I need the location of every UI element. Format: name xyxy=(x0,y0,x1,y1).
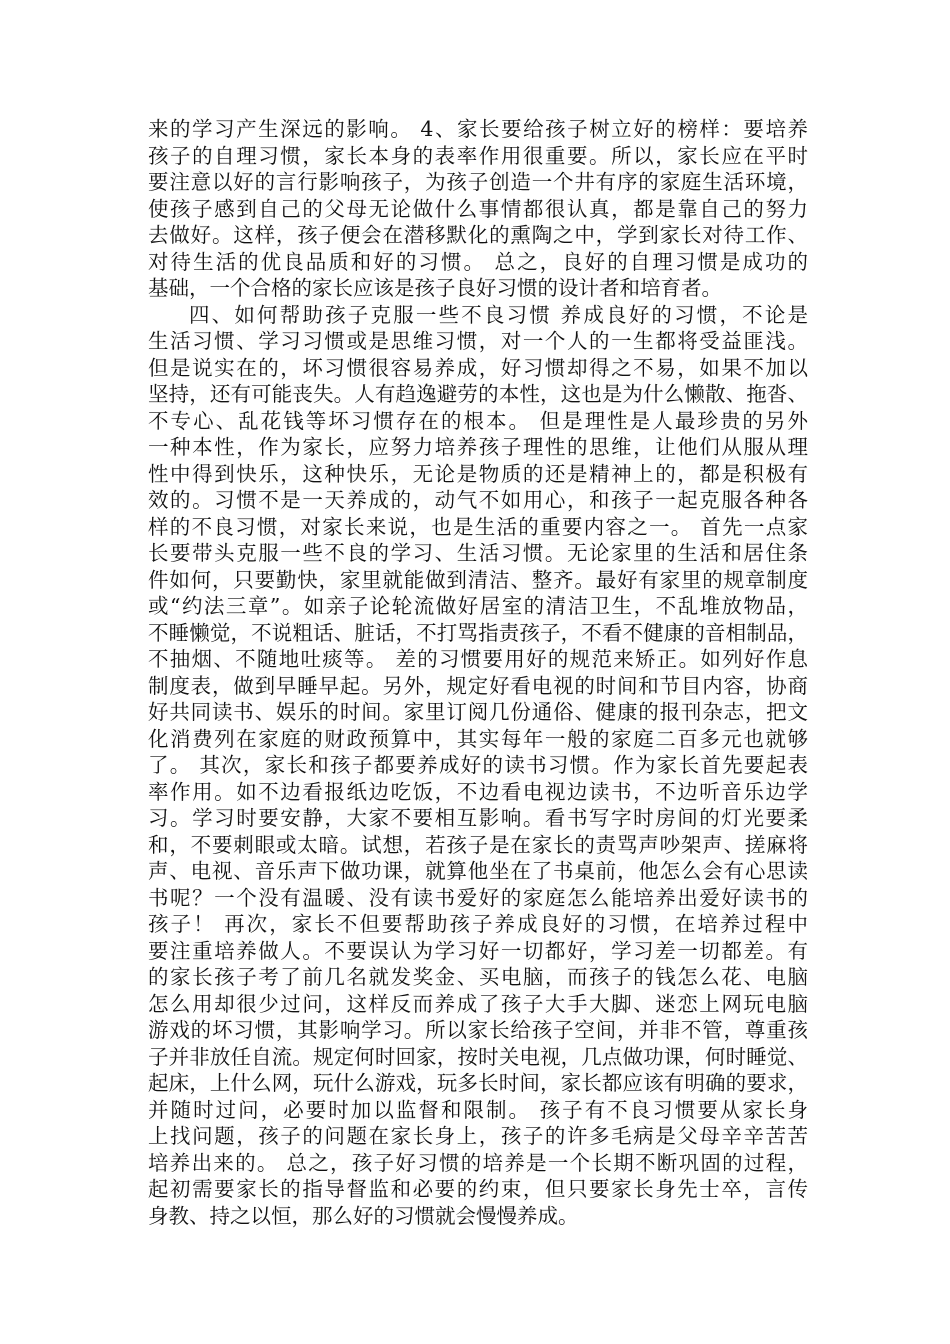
text-line: 身教、持之以恒，那么好的习惯就会慢慢养成。 xyxy=(148,1203,579,1228)
text-line: 制度表，做到早睡早起。另外，规定好看电视的时间和节目内容，协商 xyxy=(148,673,808,698)
text-line: 但是说实在的，坏习惯很容易养成，好习惯却得之不易，如果不加以 xyxy=(148,355,808,380)
text-line: 要注重培养做人。不要误认为学习好一切都好，学习差一切都差。有 xyxy=(148,938,808,963)
text-line: 声、电视、音乐声下做功课，就算他坐在了书桌前，他怎么会有心思读 xyxy=(148,859,808,883)
text-line: 件如何，只要勤快，家里就能做到清洁、整齐。最好有家里的规章制度 xyxy=(148,567,808,592)
text-line: 并随时过问，必要时加以监督和限制。 孩子有不良习惯要从家长身 xyxy=(148,1097,808,1122)
text-line: 起初需要家长的指导督监和必要的约束，但只要家长身先士卒，言传 xyxy=(148,1177,808,1201)
text-line: 不抽烟、不随地吐痰等。 差的习惯要用好的规范来矫正。如列好作息 xyxy=(148,647,808,671)
text-line: 不睡懒觉，不说粗话、脏话，不打骂指责孩子，不看不健康的音相制品， xyxy=(148,620,808,645)
text-line: 坚持，还有可能丧失。人有趋逸避劳的本性，这也是为什么懒散、拖沓、 xyxy=(148,382,808,406)
text-line: 来的学习产生深远的影响。 4、家长要给孩子树立好的榜样：要培养 xyxy=(148,117,808,141)
text-line: 基础，一个合格的家长应该是孩子良好习惯的设计者和培育者。 xyxy=(148,276,722,300)
text-line: 怎么用却很少过问，这样反而养成了孩子大手大脚、迷恋上网玩电脑 xyxy=(148,991,808,1016)
text-line: 习。学习时要安静，大家不要相互影响。看书写字时房间的灯光要柔 xyxy=(148,806,808,830)
text-line: 书呢？一个没有温暖、没有读书爱好的家庭怎么能培养出爱好读书的 xyxy=(148,885,808,910)
text-line: 长要带头克服一些不良的学习、生活习惯。无论家里的生活和居住条 xyxy=(148,541,808,565)
text-line: 和，不要刺眼或太暗。试想，若孩子是在家长的责骂声吵架声、搓麻将 xyxy=(148,832,808,857)
text-line: 使孩子感到自己的父母无论做什么事情都很认真，都是靠自己的努力 xyxy=(148,196,808,221)
text-line: 不专心、乱花钱等坏习惯存在的根本。 但是理性是人最珍贵的另外 xyxy=(148,408,808,433)
text-line: 游戏的坏习惯，其影响学习。所以家长给孩子空间，并非不管，尊重孩 xyxy=(148,1018,808,1042)
text-line: 起床，上什么网，玩什么游戏，玩多长时间，家长都应该有明确的要求， xyxy=(148,1071,808,1095)
text-line: 的家长孩子考了前几名就发奖金、买电脑，而孩子的钱怎么花、电脑 xyxy=(148,965,808,989)
text-line: 要注意以好的言行影响孩子，为孩子创造一个井有序的家庭生活环境， xyxy=(148,170,808,194)
text-line: 好共同读书、娱乐的时间。家里订阅几份通俗、健康的报刊杂志，把文 xyxy=(148,700,808,724)
document-page xyxy=(148,116,808,1229)
text-line: 化消费列在家庭的财政预算中，其实每年一般的家庭二百多元也就够 xyxy=(148,726,808,751)
text-line: 生活习惯、学习习惯或是思维习惯，对一个人的一生都将受益匪浅。 xyxy=(148,329,808,353)
text-line: 去做好。这样，孩子便会在潜移默化的熏陶之中，学到家长对待工作、 xyxy=(148,223,808,247)
section-heading-line: 四、如何帮助孩子克服一些不良习惯 养成良好的习惯，不论是 xyxy=(189,302,808,327)
text-line: 效的。习惯不是一天养成的，动气不如用心，和孩子一起克服各种各 xyxy=(148,488,808,512)
text-line: 率作用。如不边看报纸边吃饭，不边看电视边读书，不边听音乐边学 xyxy=(148,779,808,804)
text-line: 孩子的自理习惯，家长本身的表率作用很重要。所以，家长应在平时 xyxy=(148,143,808,168)
text-line: 或“约法三章”。如亲子论轮流做好居室的清洁卫生，不乱堆放物品， xyxy=(148,594,808,618)
text-line: 培养出来的。 总之，孩子好习惯的培养是一个长期不断巩固的过程， xyxy=(148,1150,808,1175)
text-line: 对待生活的优良品质和好的习惯。 总之，良好的自理习惯是成功的 xyxy=(148,249,808,274)
text-line: 样的不良习惯，对家长来说，也是生活的重要内容之一。 首先一点家 xyxy=(148,514,808,539)
text-line: 子并非放任自流。规定何时回家，按时关电视，几点做功课，何时睡觉、 xyxy=(148,1044,808,1069)
text-line: 上找问题，孩子的问题在家长身上，孩子的许多毛病是父母辛辛苦苦 xyxy=(148,1124,808,1148)
text-line: 了。 其次，家长和孩子都要养成好的读书习惯。作为家长首先要起表 xyxy=(148,753,808,777)
text-line: 性中得到快乐，这种快乐，无论是物质的还是精神上的，都是积极有 xyxy=(148,461,808,486)
text-line: 孩子！ 再次，家长不但要帮助孩子养成良好的习惯，在培养过程中 xyxy=(148,912,808,936)
text-line: 一种本性，作为家长，应努力培养孩子理性的思维，让他们从服从理 xyxy=(148,435,808,459)
